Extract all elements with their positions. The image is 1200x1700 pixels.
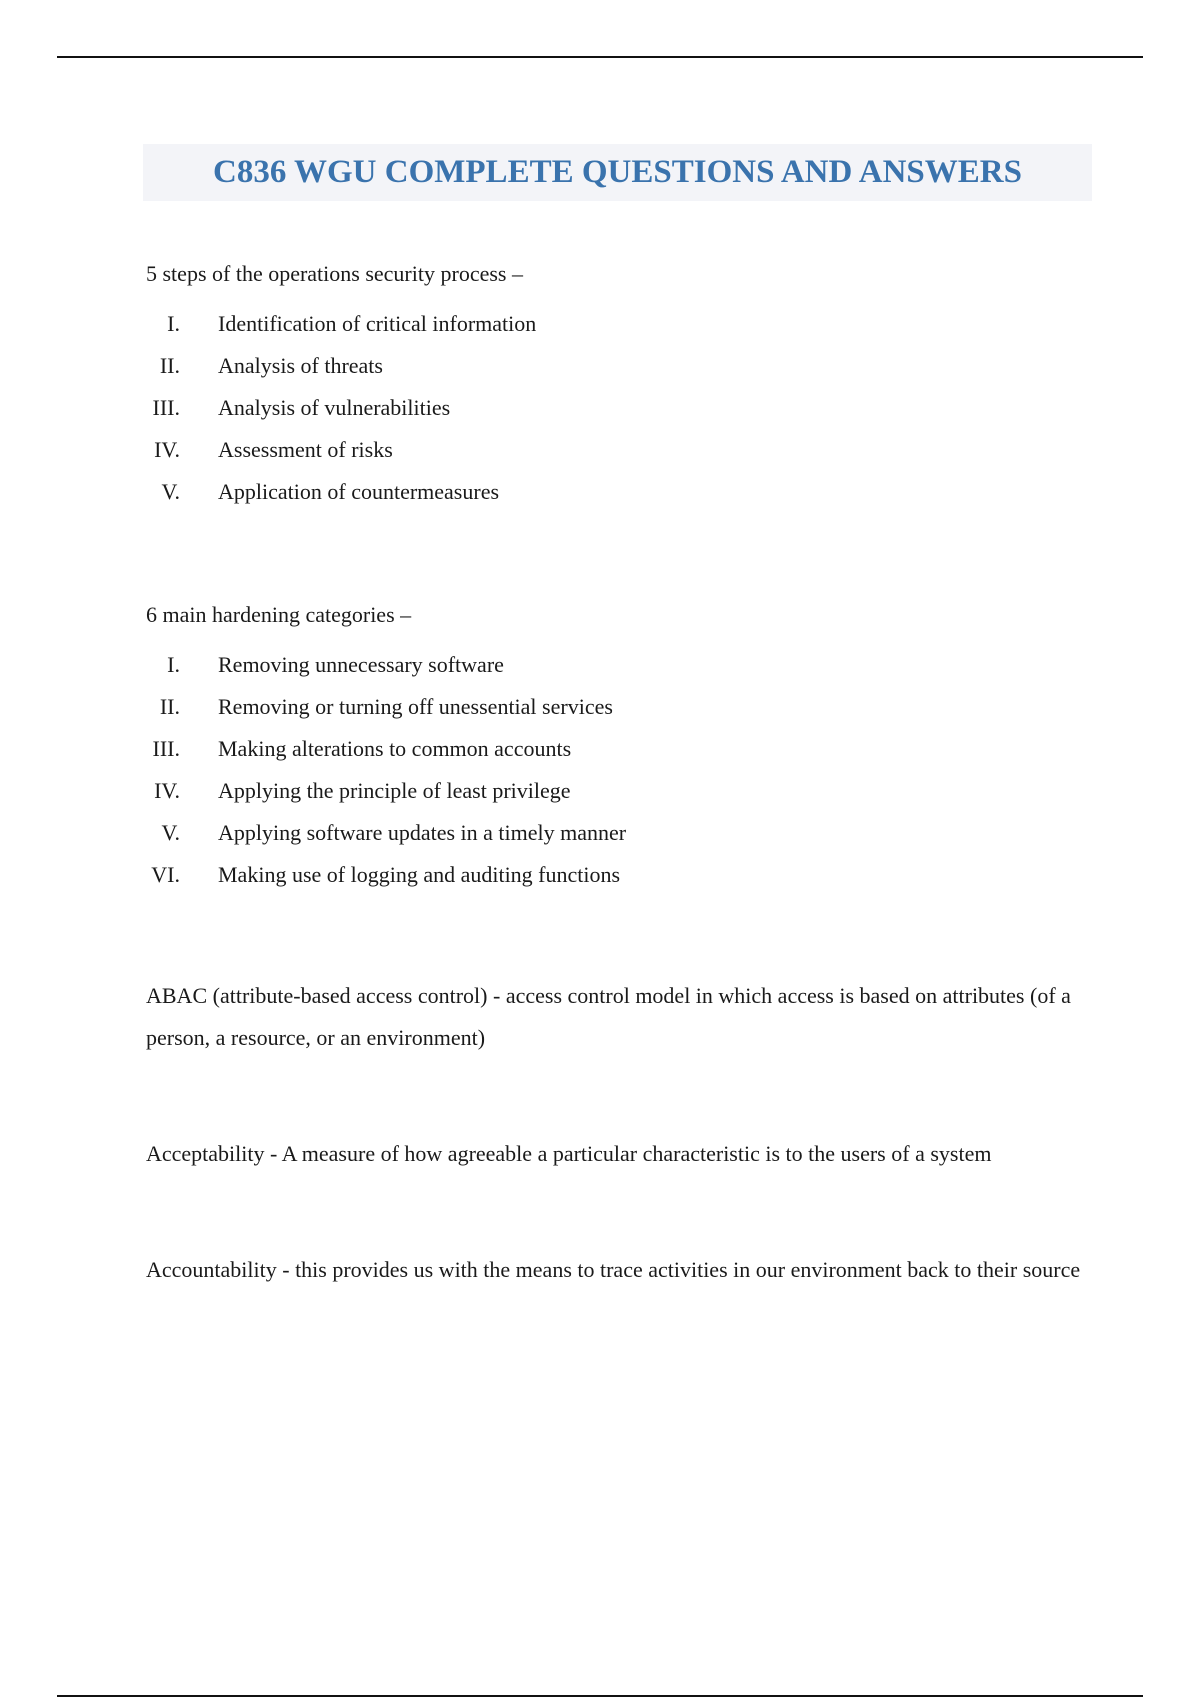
list-item (146, 854, 1106, 896)
list-text: Applying the principle of least privilege (218, 778, 571, 803)
list-text: Applying software updates in a timely manner (218, 820, 627, 845)
list-text: Making use of logging and auditing functions (218, 862, 621, 887)
list-number: V. (161, 820, 180, 845)
list-text: Making alterations to common accounts (218, 736, 572, 761)
list-text: Analysis of vulnerabilities (218, 395, 451, 420)
definition-text: ABAC (attribute-based access control) - access control model in which access is based on attributes (of a person, a resource, or an environment) (146, 983, 1071, 1050)
definition-abac (146, 975, 1096, 1059)
list-number: IV. (154, 778, 180, 803)
list-number: III. (152, 395, 180, 420)
list-text: Removing or turning off unessential services (218, 694, 613, 719)
definition-text: Acceptability - A measure of how agreeable a particular characteristic is to the users of a system (146, 1141, 992, 1166)
list-number: IV. (154, 437, 180, 462)
document-title: C836 WGU COMPLETE QUESTIONS AND ANSWERS (213, 154, 1022, 190)
section-heading: 6 main hardening categories – (146, 602, 412, 627)
list-number: II. (159, 353, 180, 378)
definition-text: Accountability - this provides us with the means to trace activities in our environment back to their source (146, 1257, 1081, 1282)
section-heading: 5 steps of the operations security process – (146, 261, 523, 286)
list-text: Application of countermeasures (218, 479, 500, 504)
list-text: Assessment of risks (218, 437, 393, 462)
list-item (146, 812, 1106, 854)
list-item (146, 644, 1106, 686)
list-number: I. (167, 652, 180, 677)
list-item (146, 686, 1106, 728)
definition-acceptability (146, 1133, 1146, 1175)
definition-accountability (146, 1249, 1096, 1291)
list-item (146, 303, 1106, 345)
list-number: V. (161, 479, 180, 504)
list-item (146, 471, 1106, 513)
list-item (146, 770, 1106, 812)
list-item (146, 387, 1106, 429)
list-item (146, 728, 1106, 770)
opsec-steps-list (146, 303, 1106, 513)
list-number: I. (167, 311, 180, 336)
list-text: Removing unnecessary software (218, 652, 504, 677)
list-number: III. (152, 736, 180, 761)
list-item (146, 345, 1106, 387)
top-rule (57, 56, 1143, 58)
hardening-categories-list (146, 644, 1106, 896)
list-number: VI. (151, 862, 180, 887)
list-text: Analysis of threats (218, 353, 383, 378)
bottom-rule (57, 1695, 1143, 1697)
hardening-section (146, 601, 1106, 896)
list-number: II. (159, 694, 180, 719)
list-item (146, 429, 1106, 471)
list-text: Identification of critical information (218, 311, 537, 336)
opsec-section (146, 260, 1106, 513)
